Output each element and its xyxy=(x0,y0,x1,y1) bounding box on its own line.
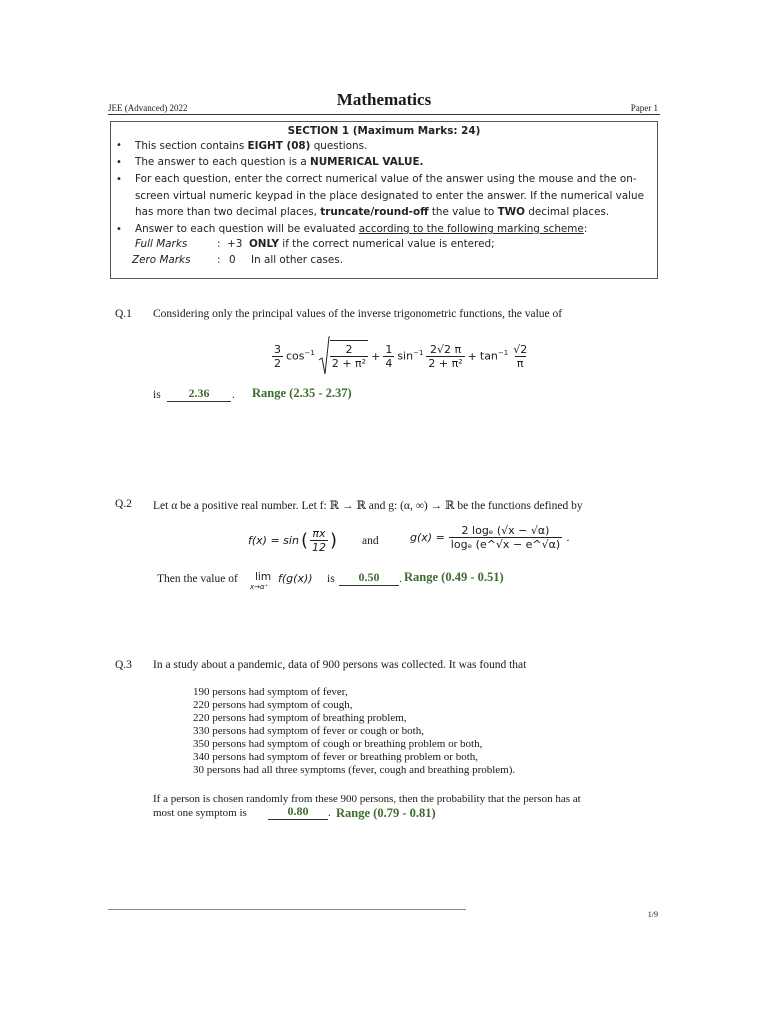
q1-period: . xyxy=(232,389,235,401)
exam-name: JEE (Advanced) 2022 xyxy=(108,103,188,113)
q2-period: . xyxy=(399,573,402,585)
q1-coef-1-4: $\frac{1}{4}$ xyxy=(385,342,393,370)
bullet-3: • xyxy=(116,174,122,185)
q1-tan-inverse: $\tan^{-1}$ xyxy=(479,349,509,363)
q2-and: and xyxy=(362,535,379,547)
q2-answer: 0.50 xyxy=(339,570,399,586)
q2-f-fraction: $\frac{\pi x}{12}$ xyxy=(311,527,326,554)
zero-marks-label: Zero Marks xyxy=(132,254,191,266)
q1-tan-argument: $\frac{√2}{\pi}$ xyxy=(513,342,528,370)
q1-plus-1: + xyxy=(371,349,381,363)
q3-conclusion-line-1: If a person is chosen randomly from these 900 persons, then the probability that the person has at xyxy=(153,793,581,805)
q2-lim-subscript: x→α⁺ xyxy=(250,583,269,591)
q2-then-text: Then the value of xyxy=(157,573,238,585)
list-item: 340 persons had symptom of fever or breathing problem or both, xyxy=(193,751,479,763)
q2-g-end: . xyxy=(566,531,570,544)
q3-period: . xyxy=(328,807,331,819)
q3-answer: 0.80 xyxy=(268,804,328,820)
list-item: 330 persons had symptom of fever or cough or both, xyxy=(193,725,424,737)
footer-divider xyxy=(108,909,466,910)
q2-is-label: is xyxy=(327,573,335,585)
q1-cos-inverse: $\cos^{-1}$ xyxy=(286,349,315,363)
q1-is-label: is xyxy=(153,389,161,401)
q1-text: Considering only the principal values of the inverse trigonometric functions, the value of xyxy=(153,308,563,320)
full-marks-colon: : xyxy=(217,238,221,250)
q2-g-definition xyxy=(410,524,570,551)
full-marks-text: +3 ONLY if the correct numerical value is entered; xyxy=(227,238,495,250)
q3-range: Range (0.79 - 0.81) xyxy=(336,806,436,820)
bullet-1: • xyxy=(116,140,122,151)
q3-conclusion-line-2: most one symptom is xyxy=(153,807,247,819)
zero-marks-colon: : xyxy=(217,254,221,266)
q2-g-lhs: g(x) = xyxy=(410,531,445,544)
q2-text: Let α be a positive real number. Let f: ℝ → ℝ and g: (α, ∞) → ℝ be the functions defined by xyxy=(153,500,583,512)
q1-number: Q.1 xyxy=(115,308,132,320)
list-item: 220 persons had symptom of breathing problem, xyxy=(193,712,407,724)
radical-sign-icon xyxy=(318,336,330,376)
instruction-4: Answer to each question will be evaluated according to the following marking scheme: xyxy=(135,223,588,235)
q1-expression xyxy=(272,336,529,376)
q1-sin-inverse: $\sin^{-1}$ xyxy=(397,349,424,363)
list-item: 190 persons had symptom of fever, xyxy=(193,686,348,698)
bullet-4: • xyxy=(116,224,122,235)
q2-range: Range (0.49 - 0.51) xyxy=(404,570,504,584)
q2-lim: lim xyxy=(255,571,272,583)
list-item: 220 persons had symptom of cough, xyxy=(193,699,353,711)
full-marks-label: Full Marks xyxy=(135,238,188,250)
zero-marks-value: 0 xyxy=(229,254,236,266)
q1-plus-2: + xyxy=(467,349,477,363)
q1-sin-argument: $\frac{2√2 \pi}{\text{2 + π²}}$ xyxy=(428,342,463,370)
q1-answer: 2.36 xyxy=(167,386,231,402)
page-title: Mathematics xyxy=(336,90,432,109)
page-number: 1/9 xyxy=(647,910,658,919)
section-heading: SECTION 1 (Maximum Marks: 24) xyxy=(287,125,481,137)
bullet-2: • xyxy=(116,157,122,168)
zero-marks-text: In all other cases. xyxy=(251,254,343,266)
q1-sqrt: $\frac{2}{\text{2 + π²}}$ xyxy=(318,336,368,376)
header-divider xyxy=(108,114,660,115)
q2-g-fraction: $\frac{\text{2 logₑ (√x − √α)}}{\text{logₑ (e\textasciicircum{}√x − e\textasciicircum{}√α)}}$ xyxy=(450,524,561,551)
instruction-3: For each question, enter the correct numerical value of the answer using the mouse and the on-screen virtual numeric keypad in the place designated to enter the answer. If the numerical value has more than two decimal places, truncate/round-off the value to TWO decimal places. xyxy=(135,173,645,218)
q1-coef-3-2: $\frac{3}{2}$ xyxy=(274,342,281,370)
list-item: 350 persons had symptom of cough or breathing problem or both, xyxy=(193,738,483,750)
paper-label: Paper 1 xyxy=(630,103,658,113)
q3-text: In a study about a pandemic, data of 900 persons was collected. It was found that xyxy=(153,659,527,671)
section-instructions-box xyxy=(110,121,658,279)
q2-number: Q.2 xyxy=(115,498,132,510)
q2-f-definition: f(x) = sin ( $\frac{\pi x}{12}$ ) xyxy=(248,527,337,554)
q2-lim-expression: f(g(x)) xyxy=(278,572,313,585)
instruction-1: This section contains EIGHT (08) questions. xyxy=(135,140,368,152)
q2-f-lhs: f(x) = sin xyxy=(248,534,299,547)
q3-number: Q.3 xyxy=(115,659,132,671)
instruction-2: The answer to each question is a NUMERICAL VALUE. xyxy=(135,156,424,168)
q1-range: Range (2.35 - 2.37) xyxy=(252,386,352,400)
list-item: 30 persons had all three symptoms (fever, cough and breathing problem). xyxy=(193,764,516,776)
